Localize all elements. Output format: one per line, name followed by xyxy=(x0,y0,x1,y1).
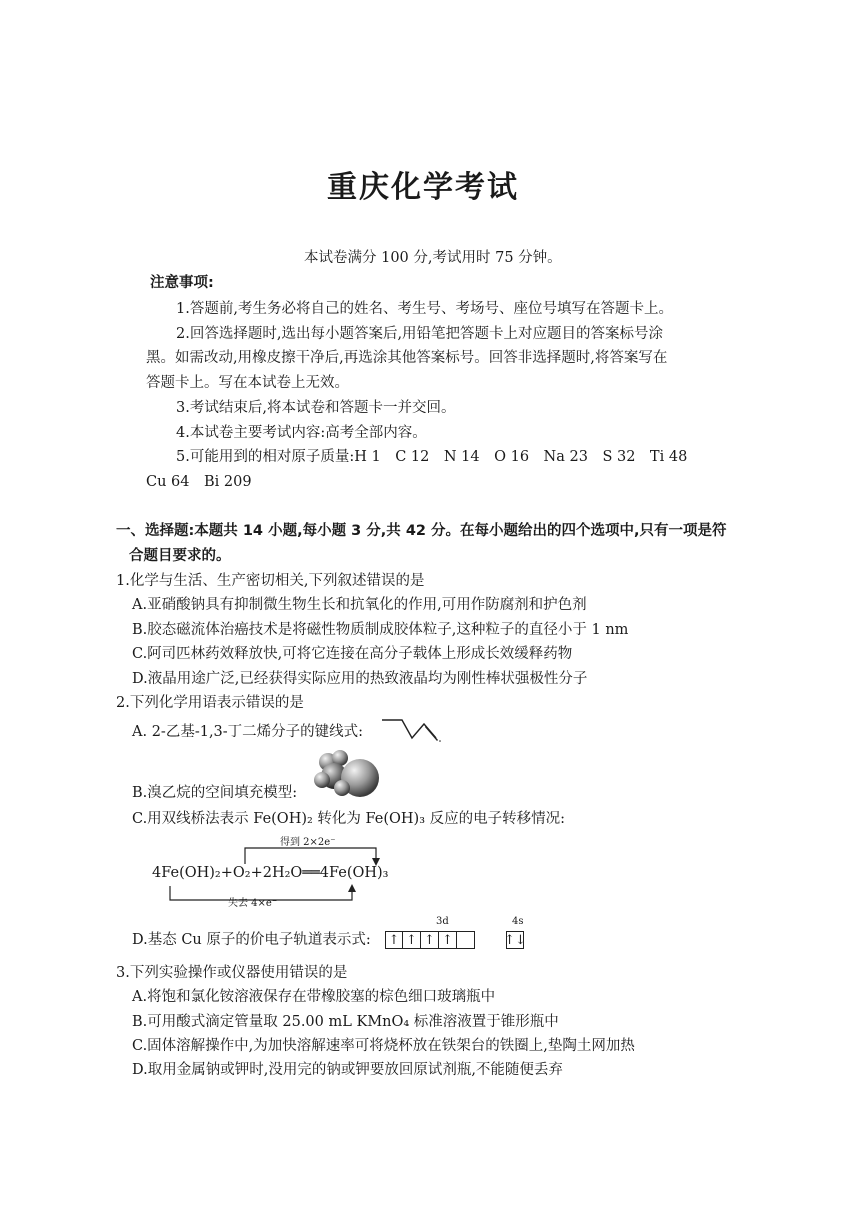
notice-item: 1.答题前,考生务必将自己的姓名、考生号、考场号、座位号填写在答题卡上。 xyxy=(176,301,673,317)
q1-option-c: C.阿司匹林药效释放快,可将它连接在高分子载体上形成长效缓释药物 xyxy=(132,646,573,662)
space-filling-model-icon xyxy=(312,750,384,800)
orbital-box: ↑ xyxy=(421,931,439,949)
orbital-3d-boxes xyxy=(385,931,475,949)
notice-item: 答题卡上。写在本试卷上无效。 xyxy=(146,375,349,391)
notice-item: 5.可能用到的相对原子质量:H 1 C 12 N 14 O 16 Na 23 S 32 Ti 48 xyxy=(176,449,688,465)
q3-stem: 3.下列实验操作或仪器使用错误的是 xyxy=(116,965,348,981)
electron-gain-label: 得到 2×2e⁻ xyxy=(280,837,336,848)
exam-intro: 本试卷满分 100 分,考试用时 75 分钟。 xyxy=(304,250,562,266)
q3-option-c: C.固体溶解操作中,为加快溶解速率可将烧杯放在铁架台的铁圈上,垫陶土网加热 xyxy=(132,1038,635,1054)
orbital-box: ↑ xyxy=(439,931,457,949)
notice-heading: 注意事项: xyxy=(150,275,214,291)
q2-option-d: D.基态 Cu 原子的价电子轨道表示式: xyxy=(132,932,371,948)
q1-stem: 1.化学与生活、生产密切相关,下列叙述错误的是 xyxy=(116,573,425,589)
q3-option-a: A.将饱和氯化铵溶液保存在带橡胶塞的棕色细口玻璃瓶中 xyxy=(132,989,496,1005)
orbital-box: ↑ xyxy=(385,931,403,949)
notice-item: 3.考试结束后,将本试卷和答题卡一并交回。 xyxy=(176,400,456,416)
q2-option-c: C.用双线桥法表示 Fe(OH)₂ 转化为 Fe(OH)₃ 反应的电子转移情况: xyxy=(132,811,566,827)
q2-option-a: A. 2-乙基-1,3-丁二烯分子的键线式: xyxy=(132,724,364,740)
q1-option-d: D.液晶用途广泛,已经获得实际应用的热致液晶均为刚性棒状强极性分子 xyxy=(132,671,588,687)
orbital-box: ↑ xyxy=(403,931,421,949)
notice-item: 4.本试卷主要考试内容:高考全部内容。 xyxy=(176,425,427,441)
orbital-3d-label: 3d xyxy=(436,916,449,927)
notice-item: 黑。如需改动,用橡皮擦干净后,再选涂其他答案标号。回答非选择题时,将答案写在 xyxy=(146,350,668,366)
q2-option-b: B.溴乙烷的空间填充模型: xyxy=(132,785,298,801)
notice-item: Cu 64 Bi 209 xyxy=(146,474,252,490)
q1-option-a: A.亚硝酸钠具有抑制微生物生长和抗氧化的作用,可用作防腐剂和护色剂 xyxy=(132,597,587,613)
orbital-4s-label: 4s xyxy=(512,916,524,927)
q1-option-b: B.胶态磁流体治癌技术是将磁性物质制成胶体粒子,这种粒子的直径小于 1 nm xyxy=(132,622,629,638)
orbital-box xyxy=(457,931,475,949)
section-heading-cont: 合题目要求的。 xyxy=(129,548,231,564)
q3-option-d: D.取用金属钠或钾时,没用完的钠或钾要放回原试剂瓶,不能随便丢弃 xyxy=(132,1062,563,1078)
notice-item: 2.回答选择题时,选出每小题答案后,用铅笔把答题卡上对应题目的答案标号涂 xyxy=(176,326,664,342)
skeletal-formula-icon xyxy=(380,716,442,744)
page-title: 重庆化学考试 xyxy=(327,170,519,205)
section-heading: 一、选择题:本题共 14 小题,每小题 3 分,共 42 分。在每小题给出的四个选项中,只有一项是符 xyxy=(116,523,727,539)
orbital-box: ↑↓ xyxy=(504,932,526,948)
q2-stem: 2.下列化学用语表示错误的是 xyxy=(116,695,304,711)
electron-loss-label: 失去 4×e⁻ xyxy=(228,898,278,909)
redox-equation: 4Fe(OH)₂+O₂+2H₂O══4Fe(OH)₃ xyxy=(152,865,389,881)
orbital-4s-boxes xyxy=(506,931,524,949)
q3-option-b: B.可用酸式滴定管量取 25.00 mL KMnO₄ 标准溶液置于锥形瓶中 xyxy=(132,1014,559,1030)
